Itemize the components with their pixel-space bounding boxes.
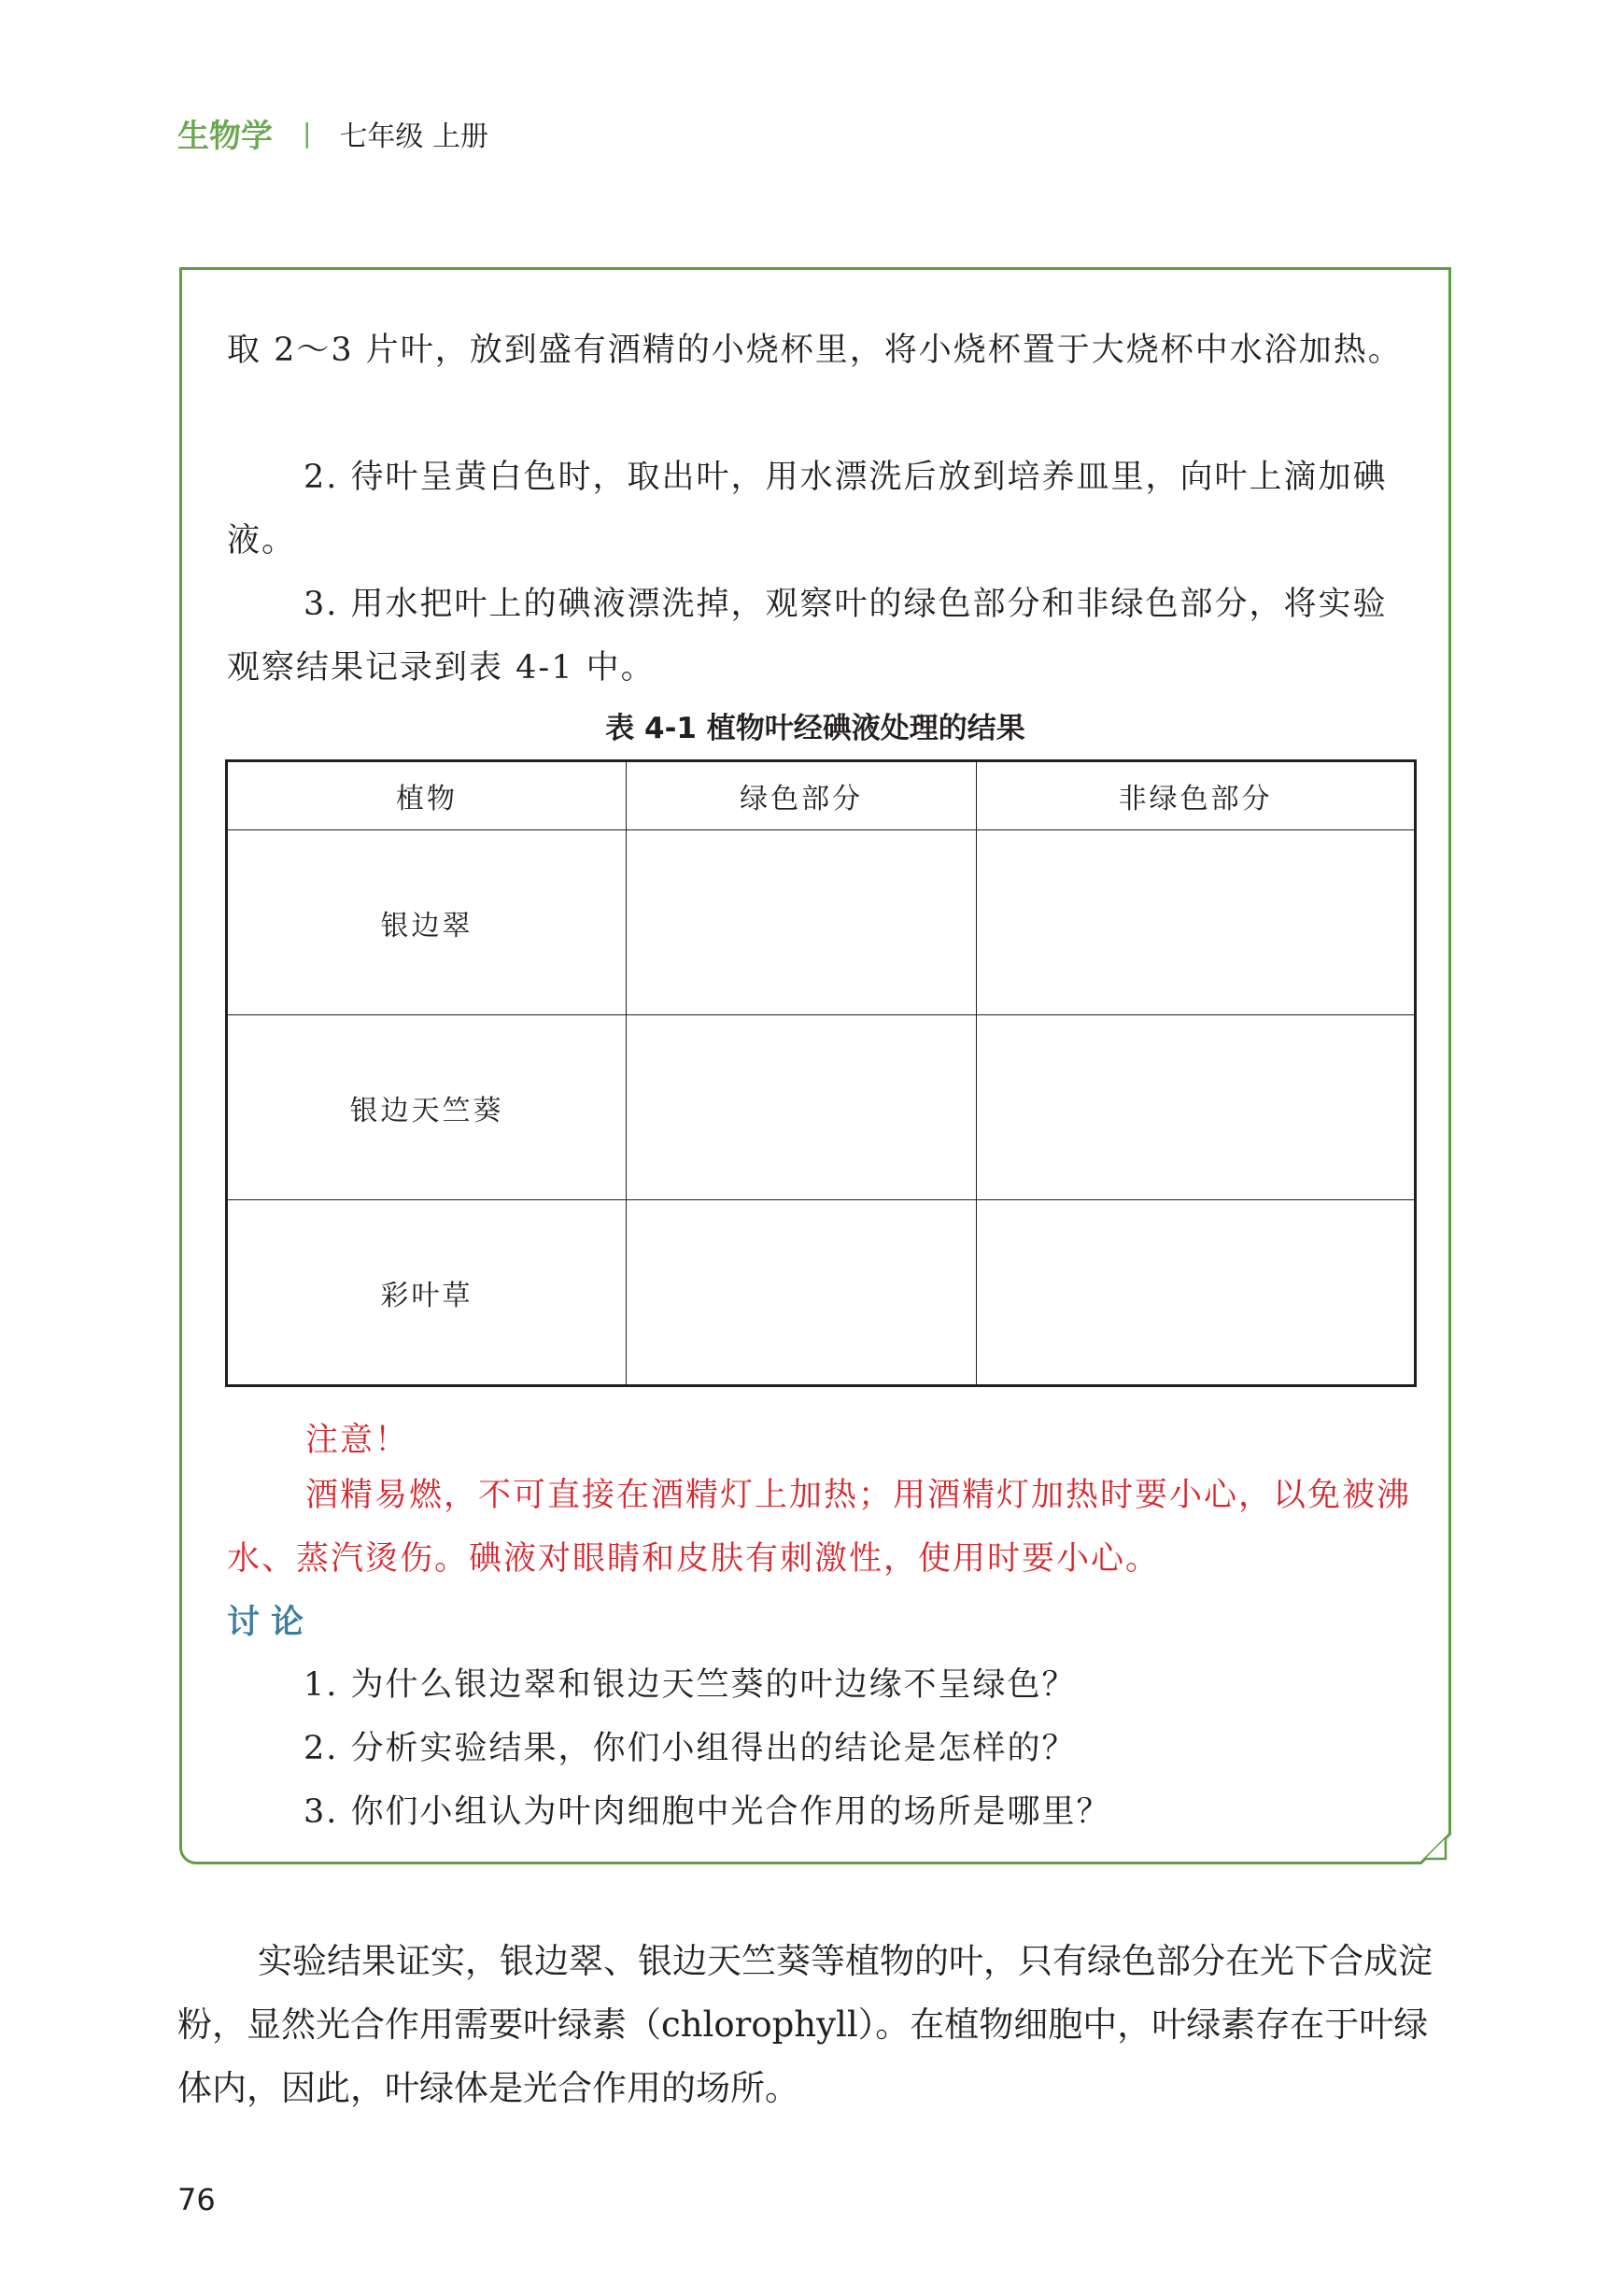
non-green-part-cell <box>977 1200 1416 1386</box>
header-plant: 植物 <box>227 761 627 830</box>
plant-name: 彩叶草 <box>227 1200 627 1386</box>
discussion-question-1: 1. 为什么银边翠和银边天竺葵的叶边缘不呈绿色？ <box>304 1666 1077 1704</box>
table-row <box>227 1015 1416 1200</box>
step-paragraph-2: 2. 待叶呈黄白色时，取出叶，用水漂洗后放到培养皿里，向叶上滴加碘液。 <box>227 459 1388 560</box>
green-part-cell <box>627 830 977 1015</box>
header-green-part: 绿色部分 <box>627 761 977 830</box>
non-green-part-cell <box>977 1015 1416 1200</box>
experiment-box <box>179 267 1451 1864</box>
note-title: 注意！ <box>305 1422 410 1459</box>
grade-label: 七年级 上册 <box>339 120 488 153</box>
table-row <box>227 830 1416 1015</box>
page-number: 76 <box>177 2182 216 2217</box>
discussion-title: 讨论 <box>227 1604 316 1641</box>
green-part-cell <box>627 1200 977 1386</box>
subject-title: 生物学 <box>177 118 273 155</box>
conclusion-paragraph: 实验结果证实，银边翠、银边天竺葵等植物的叶，只有绿色部分在光下合成淀粉，显然光合作用需要叶绿素（chlorophyll）。在植物细胞中，叶绿素存在于叶绿体内，因此，叶绿体是光合作用的场所。 <box>177 1941 1433 2108</box>
step-paragraph-1: 取 2～3 片叶，放到盛有酒精的小烧杯里，将小烧杯置于大烧杯中水浴加热。 <box>227 332 1403 369</box>
table-row <box>227 1200 1416 1386</box>
discussion-question-2: 2. 分析实验结果，你们小组得出的结论是怎样的？ <box>304 1730 1077 1767</box>
folded-corner-icon <box>1419 1833 1451 1864</box>
result-table <box>225 759 1417 1387</box>
table-header-row <box>227 761 1416 830</box>
header-non-green-part: 非绿色部分 <box>977 761 1416 830</box>
plant-name: 银边天竺葵 <box>227 1015 627 1200</box>
step-paragraph-3: 3. 用水把叶上的碘液漂洗掉，观察叶的绿色部分和非绿色部分，将实验观察结果记录到表 4-1 中。 <box>227 586 1388 687</box>
discussion-question-3: 3. 你们小组认为叶肉细胞中光合作用的场所是哪里？ <box>304 1793 1111 1831</box>
non-green-part-cell <box>977 830 1416 1015</box>
table-caption: 表 4-1 植物叶经碘液处理的结果 <box>605 712 1025 745</box>
note-body: 酒精易燃，不可直接在酒精灯上加热；用酒精灯加热时要小心，以免被沸水、蒸汽烫伤。碘液对眼睛和皮肤有刺激性，使用时要小心。 <box>227 1477 1412 1578</box>
header-separator: | <box>303 118 312 149</box>
green-part-cell <box>627 1015 977 1200</box>
plant-name: 银边翠 <box>227 830 627 1015</box>
page-header <box>177 110 488 156</box>
